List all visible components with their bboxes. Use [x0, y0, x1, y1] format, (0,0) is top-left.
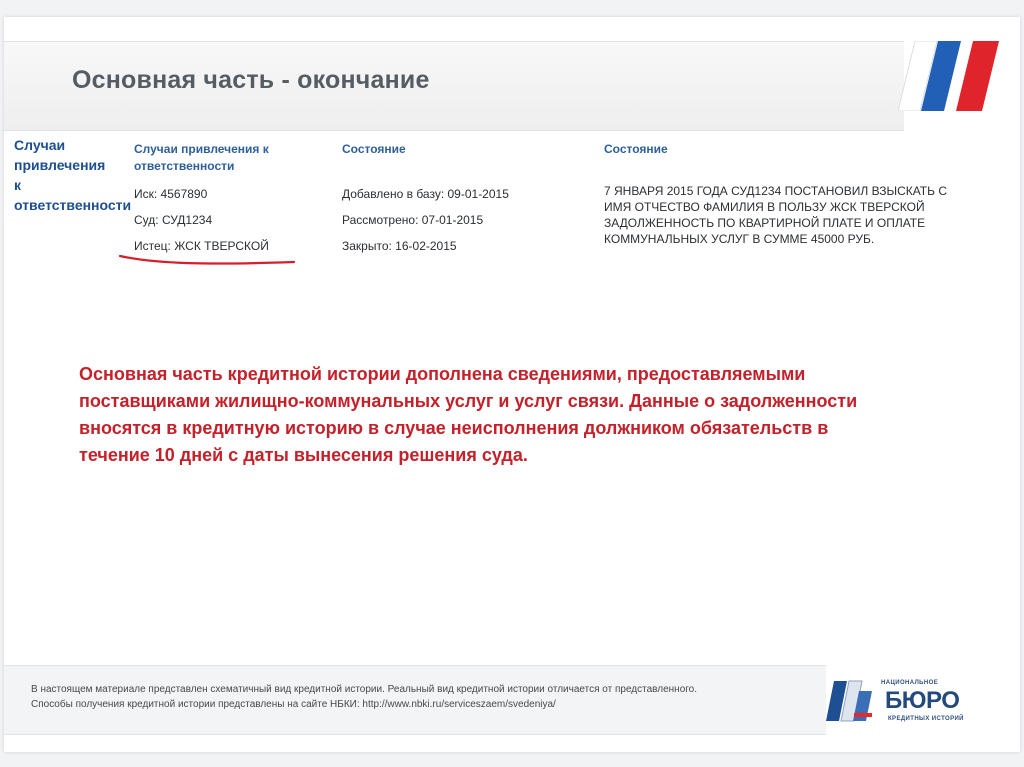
- court-decision-text: 7 ЯНВАРЯ 2015 ГОДА СУД1234 ПОСТАНОВИЛ ВЗЫСКАТЬ С ИМЯ ОТЧЕСТВО ФАМИЛИЯ В ПОЛЬЗУ ЖСК ТВЕРСКОЙ ЗАДОЛЖЕННОСТЬ ПО КВАРТИРНОЙ ПЛАТЕ И ОПЛАТЕ КОММУНАЛЬНЫХ УСЛУГ В СУММЕ 45000 РУБ.: [604, 184, 947, 246]
- col1-heading: Случаи привлечения к ответственности: [134, 142, 269, 173]
- added-date: Добавлено в базу: 09-01-2015: [342, 187, 509, 201]
- footer-site-link: Способы получения кредитной истории представлены на сайте НБКИ: http://www.nbki.ru/serviceszaem/svedeniya/: [31, 699, 556, 710]
- reviewed-date: Рассмотрено: 07-01-2015: [342, 213, 484, 227]
- logo-top-text: НАЦИОНАЛЬНОЕ: [881, 680, 939, 686]
- col3-heading: Состояние: [604, 142, 668, 156]
- logo-main-text: БЮРО: [885, 687, 960, 714]
- section-side-label: Случаи привлечения к ответственности: [14, 137, 132, 213]
- nbki-logo: [826, 672, 964, 728]
- col2-heading: Состояние: [342, 142, 406, 156]
- page-title: Основная часть - окончание: [72, 66, 430, 94]
- footer-disclaimer: В настоящем материале представлен схематичный вид кредитной истории. Реальный вид кредитной истории отличается от представленного.: [31, 684, 698, 695]
- red-underline: [117, 252, 297, 268]
- nbki-logo-icon: [826, 679, 874, 723]
- closed-date: Закрыто: 16-02-2015: [342, 239, 457, 253]
- plaintiff: Истец: ЖСК ТВЕРСКОЙ: [134, 239, 269, 253]
- court-name: Суд: СУД1234: [134, 213, 213, 227]
- notice-text: Основная часть кредитной истории дополнена сведениями, предоставляемыми поставщиками жилищно-коммунальных услуг и услуг связи. Данные о задолженности вносятся в кредитную историю в случае неисполнения должником обязательств в течение 10 дней с даты вынесения решения суда.: [79, 364, 858, 465]
- tricolor-flag-icon: [898, 41, 1012, 111]
- slide: [4, 17, 1020, 752]
- logo-bottom-text: КРЕДИТНЫХ ИСТОРИЙ: [888, 716, 964, 722]
- claim-number: Иск: 4567890: [134, 187, 208, 201]
